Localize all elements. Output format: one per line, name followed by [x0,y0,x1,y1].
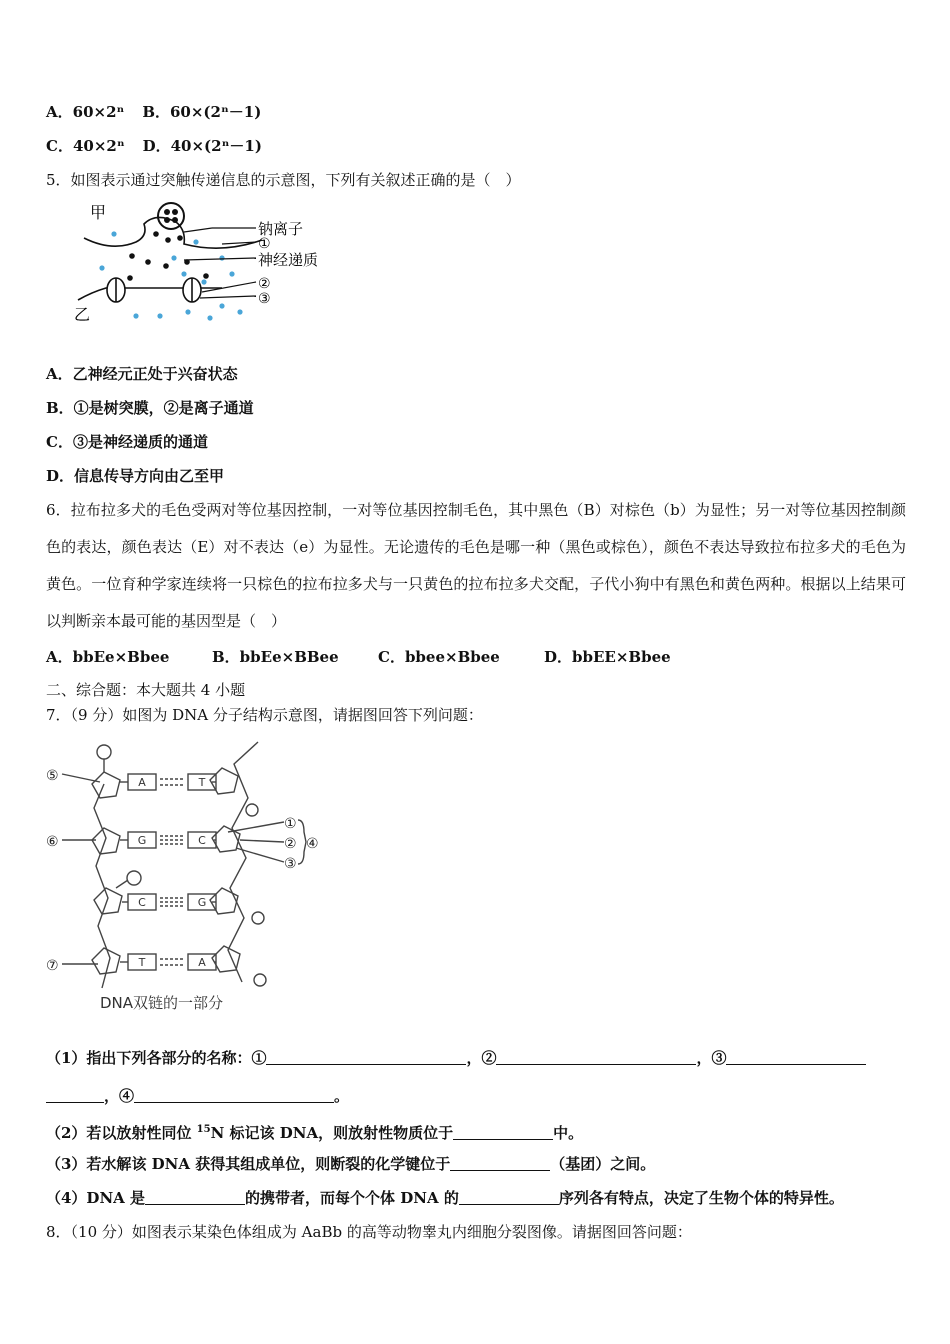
q7-blank-1[interactable] [266,1050,466,1065]
q7-p4-text-b: 的携带者，而每个个体 DNA 的 [245,1189,459,1207]
dna-figure [44,738,334,1020]
dna-label-6: ⑥ [46,834,59,850]
q7-blank-3a[interactable] [726,1050,866,1065]
dna-base-left-3: C [138,896,146,909]
label-m1: ① [258,236,271,252]
label-m2: ② [258,276,271,292]
q6-option-a: A．bbEe×Bbee [46,648,170,666]
label-sodium: 钠离子 [258,220,304,238]
q7-p4-text-a: （4）DNA 是 [46,1189,146,1207]
q7-blank-2[interactable] [496,1050,696,1065]
q4-option-b: B．60×(2ⁿ－1) [142,103,262,121]
q7-part-2 [46,1120,583,1143]
q7-p1-text-b: ，② [466,1049,497,1067]
q7-blank-4[interactable] [134,1088,334,1103]
dna-base-right-2: C [198,834,206,847]
q7-p4-text-c: 序列各有特点，决定了生物个体的特异性。 [558,1189,844,1207]
label-m3: ③ [258,291,271,307]
q7-p1-text-e: 。 [334,1087,350,1105]
q6-options [46,647,710,667]
q7-stem: 7．（9 分）如图为 DNA 分子结构示意图，请据图回答下列问题： [46,706,483,724]
dna-label-5: ⑤ [46,768,59,784]
label-transmitter: 神经递质 [258,251,319,269]
q7-blank-6[interactable] [450,1156,550,1171]
dna-base-right-4: A [198,956,206,969]
q7-blank-3b[interactable] [46,1088,104,1103]
q7-p2-text-b: N 标记该 DNA，则放射性物质位于 [210,1124,454,1142]
q7-p3-text-a: （3）若水解该 DNA 获得其组成单位，则断裂的化学键位于 [46,1155,451,1173]
q5-option-b: B．①是树突膜，②是离子通道 [46,399,254,417]
q7-p2-sup: 15 [196,1124,211,1135]
q7-blank-5[interactable] [453,1125,553,1140]
dna-base-right-1: T [198,776,206,789]
q7-part-3 [46,1154,655,1174]
dna-label-4: ④ [306,836,319,852]
dna-label-2: ② [284,836,297,852]
q6-option-b: B．bbEe×BBee [212,648,339,666]
q4-options-row-1 [46,102,279,122]
q4-option-a: A．60×2ⁿ [46,103,125,121]
q5-option-a: A．乙神经元正处于兴奋状态 [46,365,238,383]
q7-p1-text-a: （1）指出下列各部分的名称：① [46,1049,267,1067]
q6-option-d: D．bbEE×Bbee [544,648,671,666]
q7-p2-text-c: 中。 [553,1124,584,1142]
dna-base-right-3: G [197,896,207,909]
q7-part-1-line-1 [46,1048,866,1068]
q6-stem: 6．拉布拉多犬的毛色受两对等位基因控制，一对等位基因控制毛色，其中黑色（B）对棕色（b）为显性；另一对等位基因控制颜色的表达，颜色表达（E）对不表达（e）为显性。无论遗传的毛色是哪一种（黑色或棕色），颜色不表达导致拉布拉多犬的毛色为黄色。一位育种学家连续将一只棕色的拉布拉多犬与一只黄色的拉布拉多犬交配，子代小狗中有黑色和黄色两种。根据以上结果可以判断亲本最可能的基因型是（ ） [46,501,906,630]
section-2-heading: 二、综合题：本大题共 4 小题 [46,681,246,699]
q8-stem: 8．（10 分）如图表示某染色体组成为 AaBb 的高等动物睾丸内细胞分裂图像。请据图回答问题： [46,1223,692,1241]
q6-option-c: C．bbee×Bbee [378,648,500,666]
q7-p1-text-d: ，④ [104,1087,135,1105]
q4-option-d: D．40×(2ⁿ－1) [142,137,262,155]
synapse-figure [72,196,362,328]
dna-label-7: ⑦ [46,958,59,974]
dna-base-left-1: A [138,776,146,789]
q7-blank-8[interactable] [459,1190,559,1205]
q4-options-row-2 [46,136,280,156]
q7-p3-text-b: （基团）之间。 [550,1155,656,1173]
dna-base-left-4: T [138,956,146,969]
q5-stem: 5．如图表示通过突触传递信息的示意图，下列有关叙述正确的是（ ） [46,171,521,189]
q4-option-c: C．40×2ⁿ [46,137,125,155]
q7-blank-7[interactable] [145,1190,245,1205]
label-jia: 甲 [90,203,107,222]
q5-option-c: C．③是神经递质的通道 [46,433,208,451]
q7-p1-text-c: ，③ [696,1049,727,1067]
dna-label-3: ③ [284,856,297,872]
q5-option-d: D．信息传导方向由乙至甲 [46,467,225,485]
dna-label-1: ① [284,816,297,832]
label-yi: 乙 [74,305,91,324]
q7-part-4 [46,1188,844,1208]
dna-caption: DNA双链的一部分 [100,994,224,1012]
q7-p2-text-a: （2）若以放射性同位 [46,1124,197,1142]
q7-part-1-line-2 [46,1086,349,1106]
dna-base-left-2: G [137,834,147,847]
